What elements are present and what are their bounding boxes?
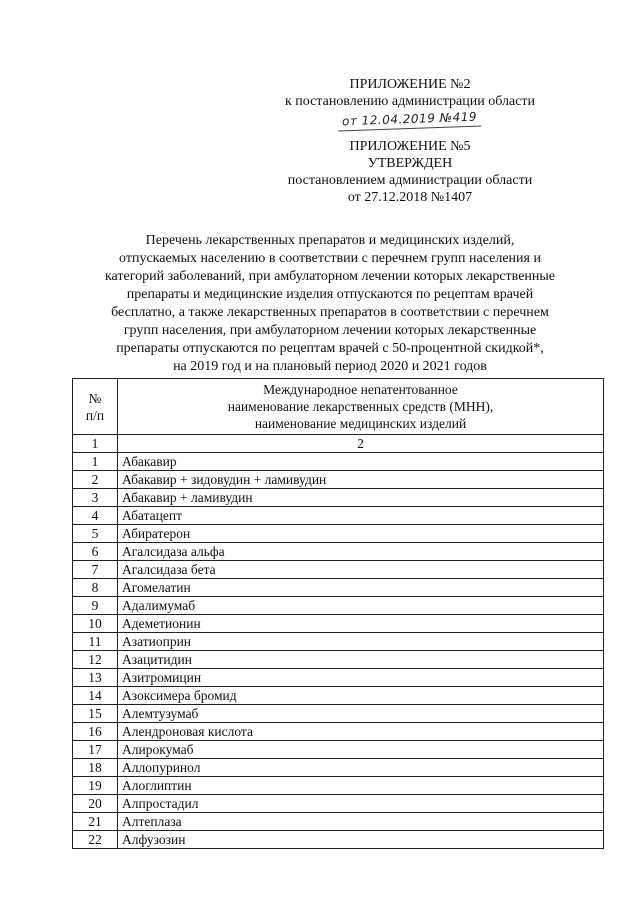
table-row [73,723,604,741]
medicine-name: Азитромицин [118,669,604,687]
table-row [73,705,604,723]
title-line: препараты и медицинские изделия отпускаются по рецептам врачей [126,287,534,302]
title-line: Перечень лекарственных препаратов и медицинских изделий, [145,233,515,248]
medicine-name: Абакавир + зидовудин + ламивудин [118,471,604,489]
medicine-name: Алфузозин [118,831,604,849]
row-number: 14 [73,687,118,705]
medicine-name: Алтеплаза [118,813,604,831]
table-row [73,669,604,687]
title-line: категорий заболеваний, при амбулаторном лечении которых лекарственные [104,269,556,284]
medicine-name: Азацитидин [118,651,604,669]
table-row [73,831,604,849]
handwritten-date-number: от 12.04.2019 №419 [338,109,482,132]
row-number: 17 [73,741,118,759]
approved-label: УТВЕРЖДЕН [367,156,453,171]
title-line: препараты отпускаются по рецептам врачей с 50-процентной скидкой*, [116,341,544,356]
row-number: 3 [73,489,118,507]
row-number: 7 [73,561,118,579]
appendix-5-title: ПРИЛОЖЕНИЕ №5 [349,139,471,154]
medicine-name: Алирокумаб [118,741,604,759]
row-number: 12 [73,651,118,669]
medicine-name: Аллопуринол [118,759,604,777]
table-row [73,579,604,597]
row-number: 4 [73,507,118,525]
table-row [73,633,604,651]
number-header-line: № [88,390,102,406]
row-number: 18 [73,759,118,777]
table-row [73,741,604,759]
title-line: отпускаемых населению в соответствии с перечнем групп населения и [119,251,541,266]
row-number: 11 [73,633,118,651]
row-number: 9 [73,597,118,615]
table-header-row [73,379,604,435]
medicine-name: Алоглиптин [118,777,604,795]
table-row [73,507,604,525]
table-row [73,759,604,777]
row-number: 21 [73,813,118,831]
appendix-5-block [250,138,570,206]
medicine-name: Адеметионин [118,615,604,633]
row-number: 5 [73,525,118,543]
medicine-name: Адалимумаб [118,597,604,615]
column-index-2: 2 [118,435,604,453]
row-number: 1 [73,453,118,471]
row-number: 2 [73,471,118,489]
appendix-2-block [250,76,570,129]
row-number: 10 [73,615,118,633]
name-column-header [118,379,604,435]
name-header-line: наименование медицинских изделий [254,416,467,431]
table-row [73,687,604,705]
medicine-name: Агалсидаза бета [118,561,604,579]
medicine-name: Алемтузумаб [118,705,604,723]
appendix-5-ref: постановлением администрации области [287,173,533,188]
name-header-line: Международное непатентованное [263,382,458,397]
table-row [73,453,604,471]
medicine-name: Абакавир [118,453,604,471]
table-row [73,471,604,489]
table-row [73,651,604,669]
title-line: бесплатно, а также лекарственных препаратов в соответствии с перечнем [111,305,549,320]
row-number: 15 [73,705,118,723]
table-row [73,597,604,615]
medicine-name: Алендроновая кислота [118,723,604,741]
title-line: групп населения, при амбулаторном лечении которых лекарственные [123,323,537,338]
medicine-name: Агалсидаза альфа [118,543,604,561]
medicine-name: Азоксимера бромид [118,687,604,705]
title-line: на 2019 год и на плановый период 2020 и 2021 годов [173,359,487,374]
table-row [73,615,604,633]
medicines-table [72,378,604,849]
table-row [73,489,604,507]
medicine-name: Абиратерон [118,525,604,543]
number-column-header [73,379,118,435]
table-row [73,525,604,543]
row-number: 8 [73,579,118,597]
appendix-2-ref: к постановлению администрации области [284,94,536,109]
appendix-2-title: ПРИЛОЖЕНИЕ №2 [349,77,471,92]
table-row [73,561,604,579]
row-number: 13 [73,669,118,687]
column-index-1: 1 [73,435,118,453]
number-header-line: п/п [85,407,105,423]
table-row [73,795,604,813]
medicine-name: Азатиоприн [118,633,604,651]
document-title [70,232,590,376]
row-number: 19 [73,777,118,795]
table-row [73,813,604,831]
medicine-name: Абакавир + ламивудин [118,489,604,507]
table-row [73,777,604,795]
row-number: 16 [73,723,118,741]
medicine-name: Алпростадил [118,795,604,813]
medicine-name: Абатацепт [118,507,604,525]
column-index-row [73,435,604,453]
row-number: 20 [73,795,118,813]
appendix-5-date: от 27.12.2018 №1407 [347,190,473,205]
table-row [73,543,604,561]
name-header-line: наименование лекарственных средств (МНН), [227,399,494,414]
row-number: 6 [73,543,118,561]
row-number: 22 [73,831,118,849]
medicine-name: Агомелатин [118,579,604,597]
